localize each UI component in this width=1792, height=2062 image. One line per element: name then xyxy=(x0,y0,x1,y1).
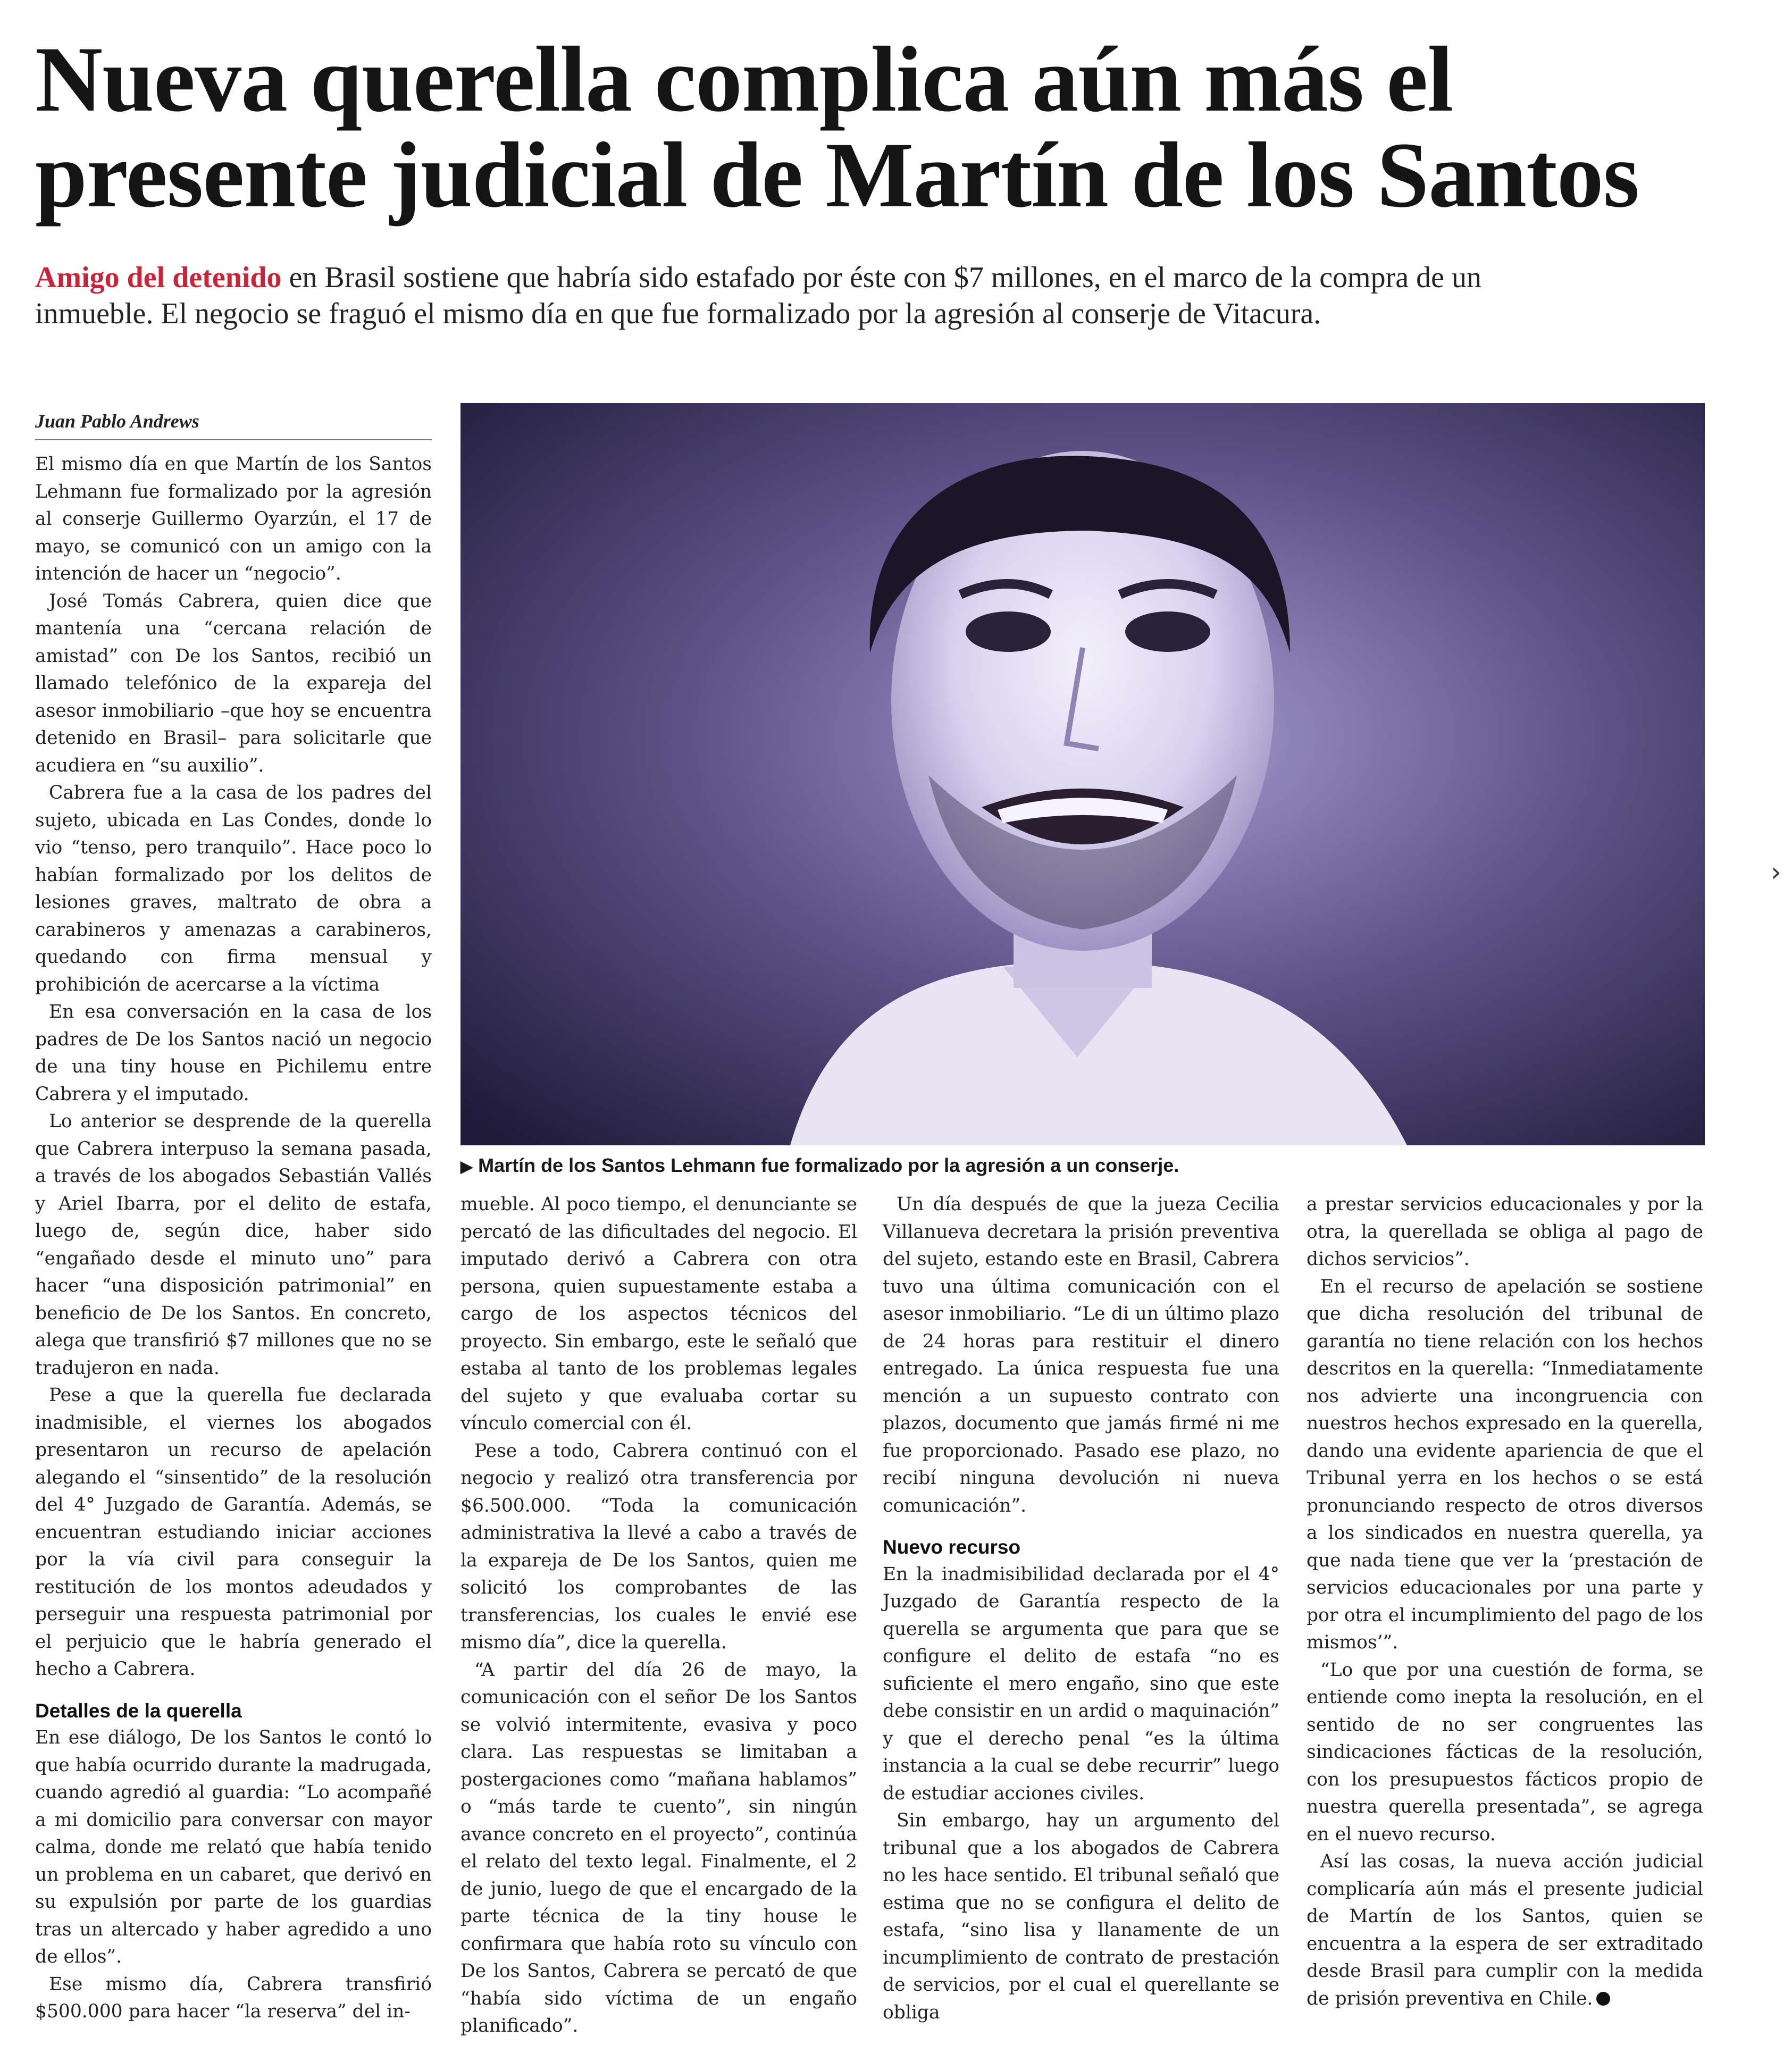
paragraph: El mismo día en que Martín de los Santos Lehmann fue formalizado por la agresión al conserje Guillermo Oyarzún, el 17 de mayo, se comunicó con un amigo con la intención de hacer un “negocio”. xyxy=(35,454,432,584)
end-mark-icon xyxy=(1596,1992,1610,2006)
paragraph: Pese a todo, Cabrera continuó con el negocio y realizó otra transferencia por $6.500.000. “Toda la comunicación administrativa la llevé a cabo a través de la expareja de De los Santos, quien me solicitó los comprobantes de las transferencias, los cuales le envié ese mismo día”, dice la querella. xyxy=(460,1440,857,1653)
paragraph-final xyxy=(1307,1848,1703,2013)
subheading-detalles: Detalles de la querella xyxy=(35,1699,242,1722)
column-2 xyxy=(460,1191,857,2040)
paragraph: “A partir del día 26 de mayo, la comunicación con el señor De los Santos se volvió intermitente, evasiva y poco clara. Las respuestas se limitaban a postergaciones como “mañana hablamos” o “más tarde te cuento”, sin ningún avance concreto en el proyecto”, continúa el relato del texto legal. Finalmente, el 2 de junio, luego de que el encargado de la parte técnica de la tiny house le confirmara que había roto su vínculo con De los Santos, Cabrera se percató de que “había sido víctima de un engaño planificado”. xyxy=(460,1659,857,2036)
paragraph-final-text: Así las cosas, la nueva acción judicial complicaría aún más el presente judicial de Martín de los Santos, quien se encuentra a la espera de ser extraditado desde Brasil para cumplir con la medida de prisión preventiva en Chile. xyxy=(1307,1851,1703,2009)
paragraph: Un día después de que la jueza Cecilia Villanueva decretara la prisión preventiva del sujeto, estando este en Brasil, Cabrera tuvo una última comunicación con el asesor inmobiliario. “Le di un último plazo de 24 horas para restituir el dinero entregado. La única respuesta fue una mención a un supuesto contrato con plazos, documento que jamás firmé ni me fue proporcionado. Pasado ese plazo, no recibí ninguna devolución ni nueva comunicación”. xyxy=(883,1194,1279,1516)
paragraph: Pese a que la querella fue declarada inadmisible, el viernes los abogados presentaron un recurso de apelación alegando el “sinsentido” de la resolución del 4° Juzgado de Garantía. Además, se encuentran estudiando iniciar acciones por la vía civil para conseguir la restitución de los montos adeudados y perseguir una respuesta patrimonial por el perjuicio que le habría generado el hecho a Cabrera. xyxy=(35,1385,432,1680)
column-3 xyxy=(883,1191,1279,2026)
article-photo xyxy=(460,403,1705,1145)
headline-line-1: Nueva querella complica aún más el xyxy=(35,28,1453,131)
chevron-right-icon[interactable]: › xyxy=(1771,857,1781,887)
paragraph: En ese diálogo, De los Santos le contó lo que había ocurrido durante la madrugada, cuando agredió al guardia: “Lo acompañé a mi domicilio para conversar con mayor calma, donde me relató que había tenido un problema en un cabaret, que derivó en su expulsión por parte de los guardias tras un altercado y haber agredido a uno de ellos”. xyxy=(35,1727,432,1967)
paragraph: José Tomás Cabrera, quien dice que mantenía una “cercana relación de amistad” con De los Santos, recibió un llamado telefónico de la expareja del asesor inmobiliario –que hoy se encuentra detenido en Brasil– para solicitarle que acudiera en “su auxilio”. xyxy=(35,590,432,776)
paragraph: En la inadmisibilidad declarada por el 4° Juzgado de Garantía respecto de la querella se argumenta que para que se configure el delito de estafa “no es suficiente el mero engaño, sino que este debe consistir en un ardid o maquinación” y que el derecho penal “es la última instancia a la cual se debe recurrir” luego de estudiar acciones civiles. xyxy=(883,1563,1279,1804)
photo-caption-text: Martín de los Santos Lehmann fue formalizado por la agresión a un conserje. xyxy=(478,1154,1179,1176)
lede-lead: Amigo del detenido xyxy=(35,261,282,294)
paragraph: Lo anterior se desprende de la querella que Cabrera interpuso la semana pasada, a través de los abogados Sebastián Vallés y Ariel Ibarra, por el delito de estafa, luego de, según dice, haber sido “engañado desde el minuto uno” para hacer “una disposición patrimonial” en beneficio de De los Santos. En concreto, alega que transfirió $7 millones que no se tradujeron en nada. xyxy=(35,1111,432,1379)
paragraph: En el recurso de apelación se sostiene que dicha resolución del tribunal de garantía no tiene relación con los hechos descritos en la querella: “Inmediatamente nos advierte una incongruencia con nuestros hechos expresado en la querella, dando una evidente apariencia de que el Tribunal yerra en los hechos o se está pronunciando respecto de otros diversos a los sindicados en nuestra querella, ya que nada tiene que ver la ‘prestación de servicios educacionales por una parte y por otra el incumplimiento del pago de los mismos’”. xyxy=(1307,1276,1703,1653)
column-1 xyxy=(35,451,432,2026)
lede-text: en Brasil sostiene que habría sido estafado por éste con $7 millones, en el marco de la compra de un inmueble. El negocio se fraguó el mismo día en que fue formalizado por la agresión al conserje de Vitacura. xyxy=(35,261,1481,330)
subheading-nuevo-recurso: Nuevo recurso xyxy=(883,1536,1021,1558)
headline-line-2: presente judicial de Martín de los Santos xyxy=(35,123,1639,227)
photo-caption xyxy=(460,1153,1705,1180)
portrait-illustration xyxy=(460,403,1705,1145)
headline xyxy=(35,28,1737,227)
paragraph: Ese mismo día, Cabrera transfirió $500.000 para hacer “la reserva” del in- xyxy=(35,1973,432,2022)
paragraph: Sin embargo, hay un argumento del tribunal que a los abogados de Cabrera no les hace sentido. El tribunal señaló que estima que no se configura el delito de estafa, “sino lisa y llanamente de un incumplimiento de contrato de prestación de servicios, por el cual el querellante se obliga xyxy=(883,1810,1279,2023)
byline: Juan Pablo Andrews xyxy=(35,409,432,440)
lede xyxy=(35,259,1577,332)
paragraph: En esa conversación en la casa de los padres de De los Santos nació un negocio de una tiny house en Pichilemu entre Cabrera y el imputado. xyxy=(35,1001,432,1105)
paragraph: “Lo que por una cuestión de forma, se entiende como inepta la resolución, en el sentido de no ser congruentes las sindicaciones fácticas de la resolución, con los presupuestos fácticos propio de nuestra querella presentada”, se agrega en el nuevo recurso. xyxy=(1307,1659,1703,1845)
paragraph: Cabrera fue a la casa de los padres del sujeto, ubicada en Las Condes, donde lo vio “tenso, pero tranquilo”. Hace poco lo habían formalizado por los delitos de lesiones graves, maltrato de obra a carabineros y amenazas a carabineros, quedando con firma mensual y prohibición de acercarse a la víctima xyxy=(35,782,432,995)
paragraph: mueble. Al poco tiempo, el denunciante se percató de las dificultades del negocio. El imputado derivó a Cabrera con otra persona, quien supuestamente estaba a cargo de los aspectos técnicos del proyecto. Sin embargo, este le señaló que estaba al tanto de los problemas legales del sujeto y que evaluaba cortar su vínculo comercial con él. xyxy=(460,1194,857,1434)
paragraph: a prestar servicios educacionales y por la otra, la querellada se obliga al pago de dichos servicios”. xyxy=(1307,1194,1703,1270)
play-triangle-icon: ▶ xyxy=(460,1158,473,1176)
column-4 xyxy=(1307,1191,1703,2013)
